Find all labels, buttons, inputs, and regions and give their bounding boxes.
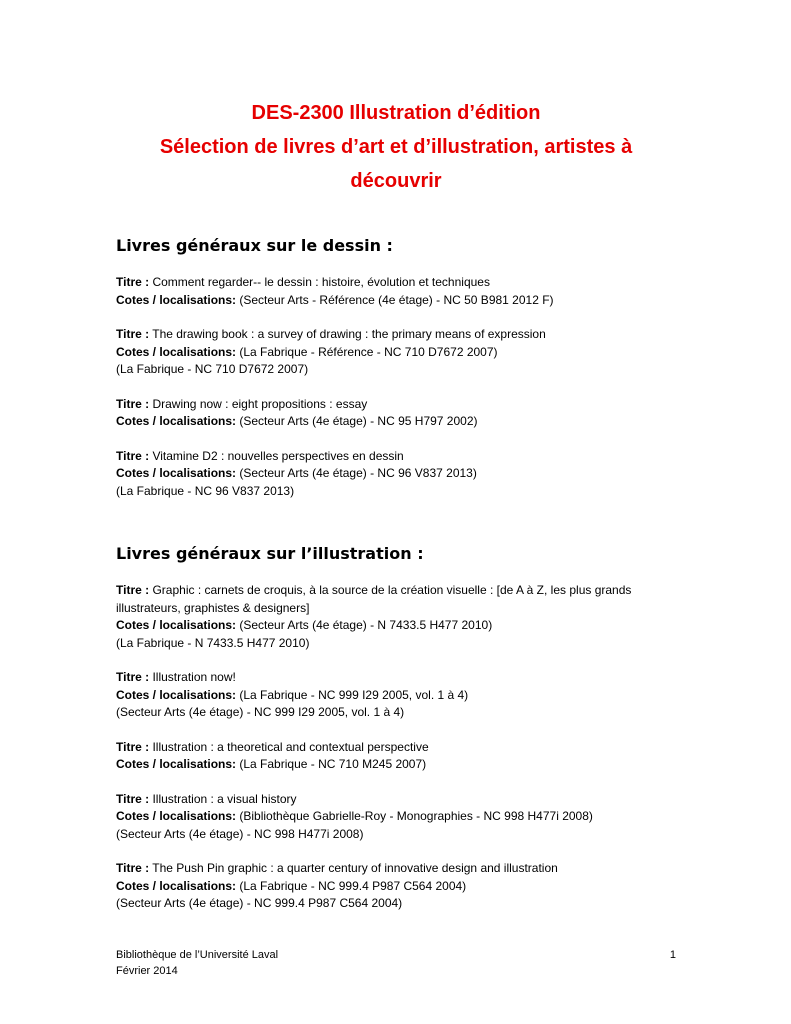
- sections-container: [116, 236, 676, 913]
- titre-label: Titre :: [116, 275, 150, 289]
- section-heading: Livres généraux sur l’illustration :: [116, 544, 424, 563]
- title-line-2: Sélection de livres d’art et d’illustration, artistes à: [159, 136, 633, 158]
- book-title: Illustration now!: [152, 670, 236, 684]
- entry-location-line: [116, 465, 676, 483]
- document-title: [116, 96, 676, 198]
- page-footer: [116, 947, 676, 979]
- titre-label: Titre :: [116, 327, 150, 341]
- footer-date: Février 2014: [116, 965, 178, 977]
- book-title: Graphic : carnets de croquis, à la source de la création visuelle : [de A à Z, les plus grands illustrateurs, graphistes & designers]: [116, 583, 632, 615]
- titre-label: Titre :: [116, 791, 150, 806]
- entry-location-line: [116, 878, 676, 896]
- call-number: (Bibliothèque Gabrielle-Roy - Monographies - NC 998 H477i 2008): [239, 809, 593, 823]
- book-entry: [116, 739, 676, 774]
- entry-location-line: [116, 292, 676, 310]
- additional-location: (Secteur Arts (4e étage) - NC 999 I29 2005, vol. 1 à 4): [116, 705, 405, 719]
- cotes-label: Cotes / localisations:: [116, 466, 237, 480]
- entry-location-line: [116, 344, 676, 362]
- titre-label: Titre :: [116, 396, 150, 411]
- call-number: (La Fabrique - NC 999 I29 2005, vol. 1 à 4): [239, 687, 469, 702]
- entry-location-line: [116, 413, 676, 431]
- section: [116, 236, 676, 500]
- entry-title-line: [116, 326, 676, 344]
- book-entry: [116, 274, 676, 309]
- call-number: (Secteur Arts (4e étage) - NC 95 H797 2002): [239, 414, 478, 428]
- call-number: (La Fabrique - Référence - NC 710 D7672 2007): [239, 344, 498, 359]
- entry-title-line: [116, 860, 676, 878]
- cotes-label: Cotes / localisations:: [116, 618, 237, 632]
- entry-location-line: [116, 808, 676, 826]
- document-page: [116, 96, 676, 930]
- cotes-label: Cotes / localisations:: [116, 292, 237, 307]
- title-line-3: découvrir: [350, 170, 442, 192]
- additional-location: (Secteur Arts (4e étage) - NC 999.4 P987 C564 2004): [116, 896, 403, 910]
- cotes-label: Cotes / localisations:: [116, 344, 237, 359]
- book-entry: [116, 582, 676, 652]
- book-title: Drawing now : eight propositions : essay: [152, 396, 368, 411]
- entry-title-line: [116, 739, 676, 757]
- cotes-label: Cotes / localisations:: [116, 809, 237, 823]
- book-title: Comment regarder-- le dessin : histoire, évolution et techniques: [152, 275, 490, 289]
- page-number: 1: [669, 949, 676, 961]
- additional-location: (La Fabrique - N 7433.5 H477 2010): [116, 635, 310, 650]
- entry-location-line: [116, 756, 676, 774]
- entry-title-line: [116, 669, 676, 687]
- titre-label: Titre :: [116, 448, 150, 463]
- book-entry: [116, 791, 676, 844]
- footer-library: Bibliothèque de l’Université Laval: [116, 949, 279, 961]
- title-line-1: DES-2300 Illustration d’édition: [251, 102, 541, 124]
- entry-title-line: [116, 274, 676, 292]
- call-number: (Secteur Arts - Référence (4e étage) - NC 50 B981 2012 F): [239, 292, 554, 307]
- book-title: Illustration : a visual history: [152, 791, 297, 806]
- section-spacer: [116, 517, 676, 544]
- entry-title-line: [116, 582, 676, 617]
- additional-location: (La Fabrique - NC 96 V837 2013): [116, 483, 295, 498]
- book-title: Vitamine D2 : nouvelles perspectives en dessin: [152, 448, 404, 463]
- titre-label: Titre :: [116, 861, 150, 875]
- call-number: (Secteur Arts (4e étage) - NC 96 V837 2013): [239, 466, 477, 480]
- titre-label: Titre :: [116, 739, 150, 754]
- section: [116, 544, 676, 913]
- call-number: (Secteur Arts (4e étage) - N 7433.5 H477 2010): [239, 618, 493, 632]
- call-number: (La Fabrique - NC 999.4 P987 C564 2004): [239, 878, 467, 893]
- book-entry: [116, 669, 676, 722]
- section-heading: Livres généraux sur le dessin :: [116, 236, 393, 255]
- entry-title-line: [116, 396, 676, 414]
- book-entry: [116, 860, 676, 913]
- book-entry: [116, 448, 676, 501]
- entry-title-line: [116, 791, 676, 809]
- cotes-label: Cotes / localisations:: [116, 414, 237, 428]
- entry-location-line: [116, 617, 676, 635]
- titre-label: Titre :: [116, 583, 150, 597]
- cotes-label: Cotes / localisations:: [116, 687, 237, 702]
- additional-location: (Secteur Arts (4e étage) - NC 998 H477i 2008): [116, 826, 364, 841]
- titre-label: Titre :: [116, 670, 150, 684]
- cotes-label: Cotes / localisations:: [116, 757, 237, 771]
- cotes-label: Cotes / localisations:: [116, 878, 237, 893]
- book-entry: [116, 326, 676, 379]
- entry-location-line: [116, 687, 676, 705]
- book-title: The drawing book : a survey of drawing : the primary means of expression: [152, 327, 546, 341]
- book-title: The Push Pin graphic : a quarter century of innovative design and illustration: [152, 861, 558, 875]
- book-title: Illustration : a theoretical and contextual perspective: [152, 739, 429, 754]
- book-entry: [116, 396, 676, 431]
- call-number: (La Fabrique - NC 710 M245 2007): [239, 757, 427, 771]
- additional-location: (La Fabrique - NC 710 D7672 2007): [116, 362, 309, 376]
- entry-title-line: [116, 448, 676, 466]
